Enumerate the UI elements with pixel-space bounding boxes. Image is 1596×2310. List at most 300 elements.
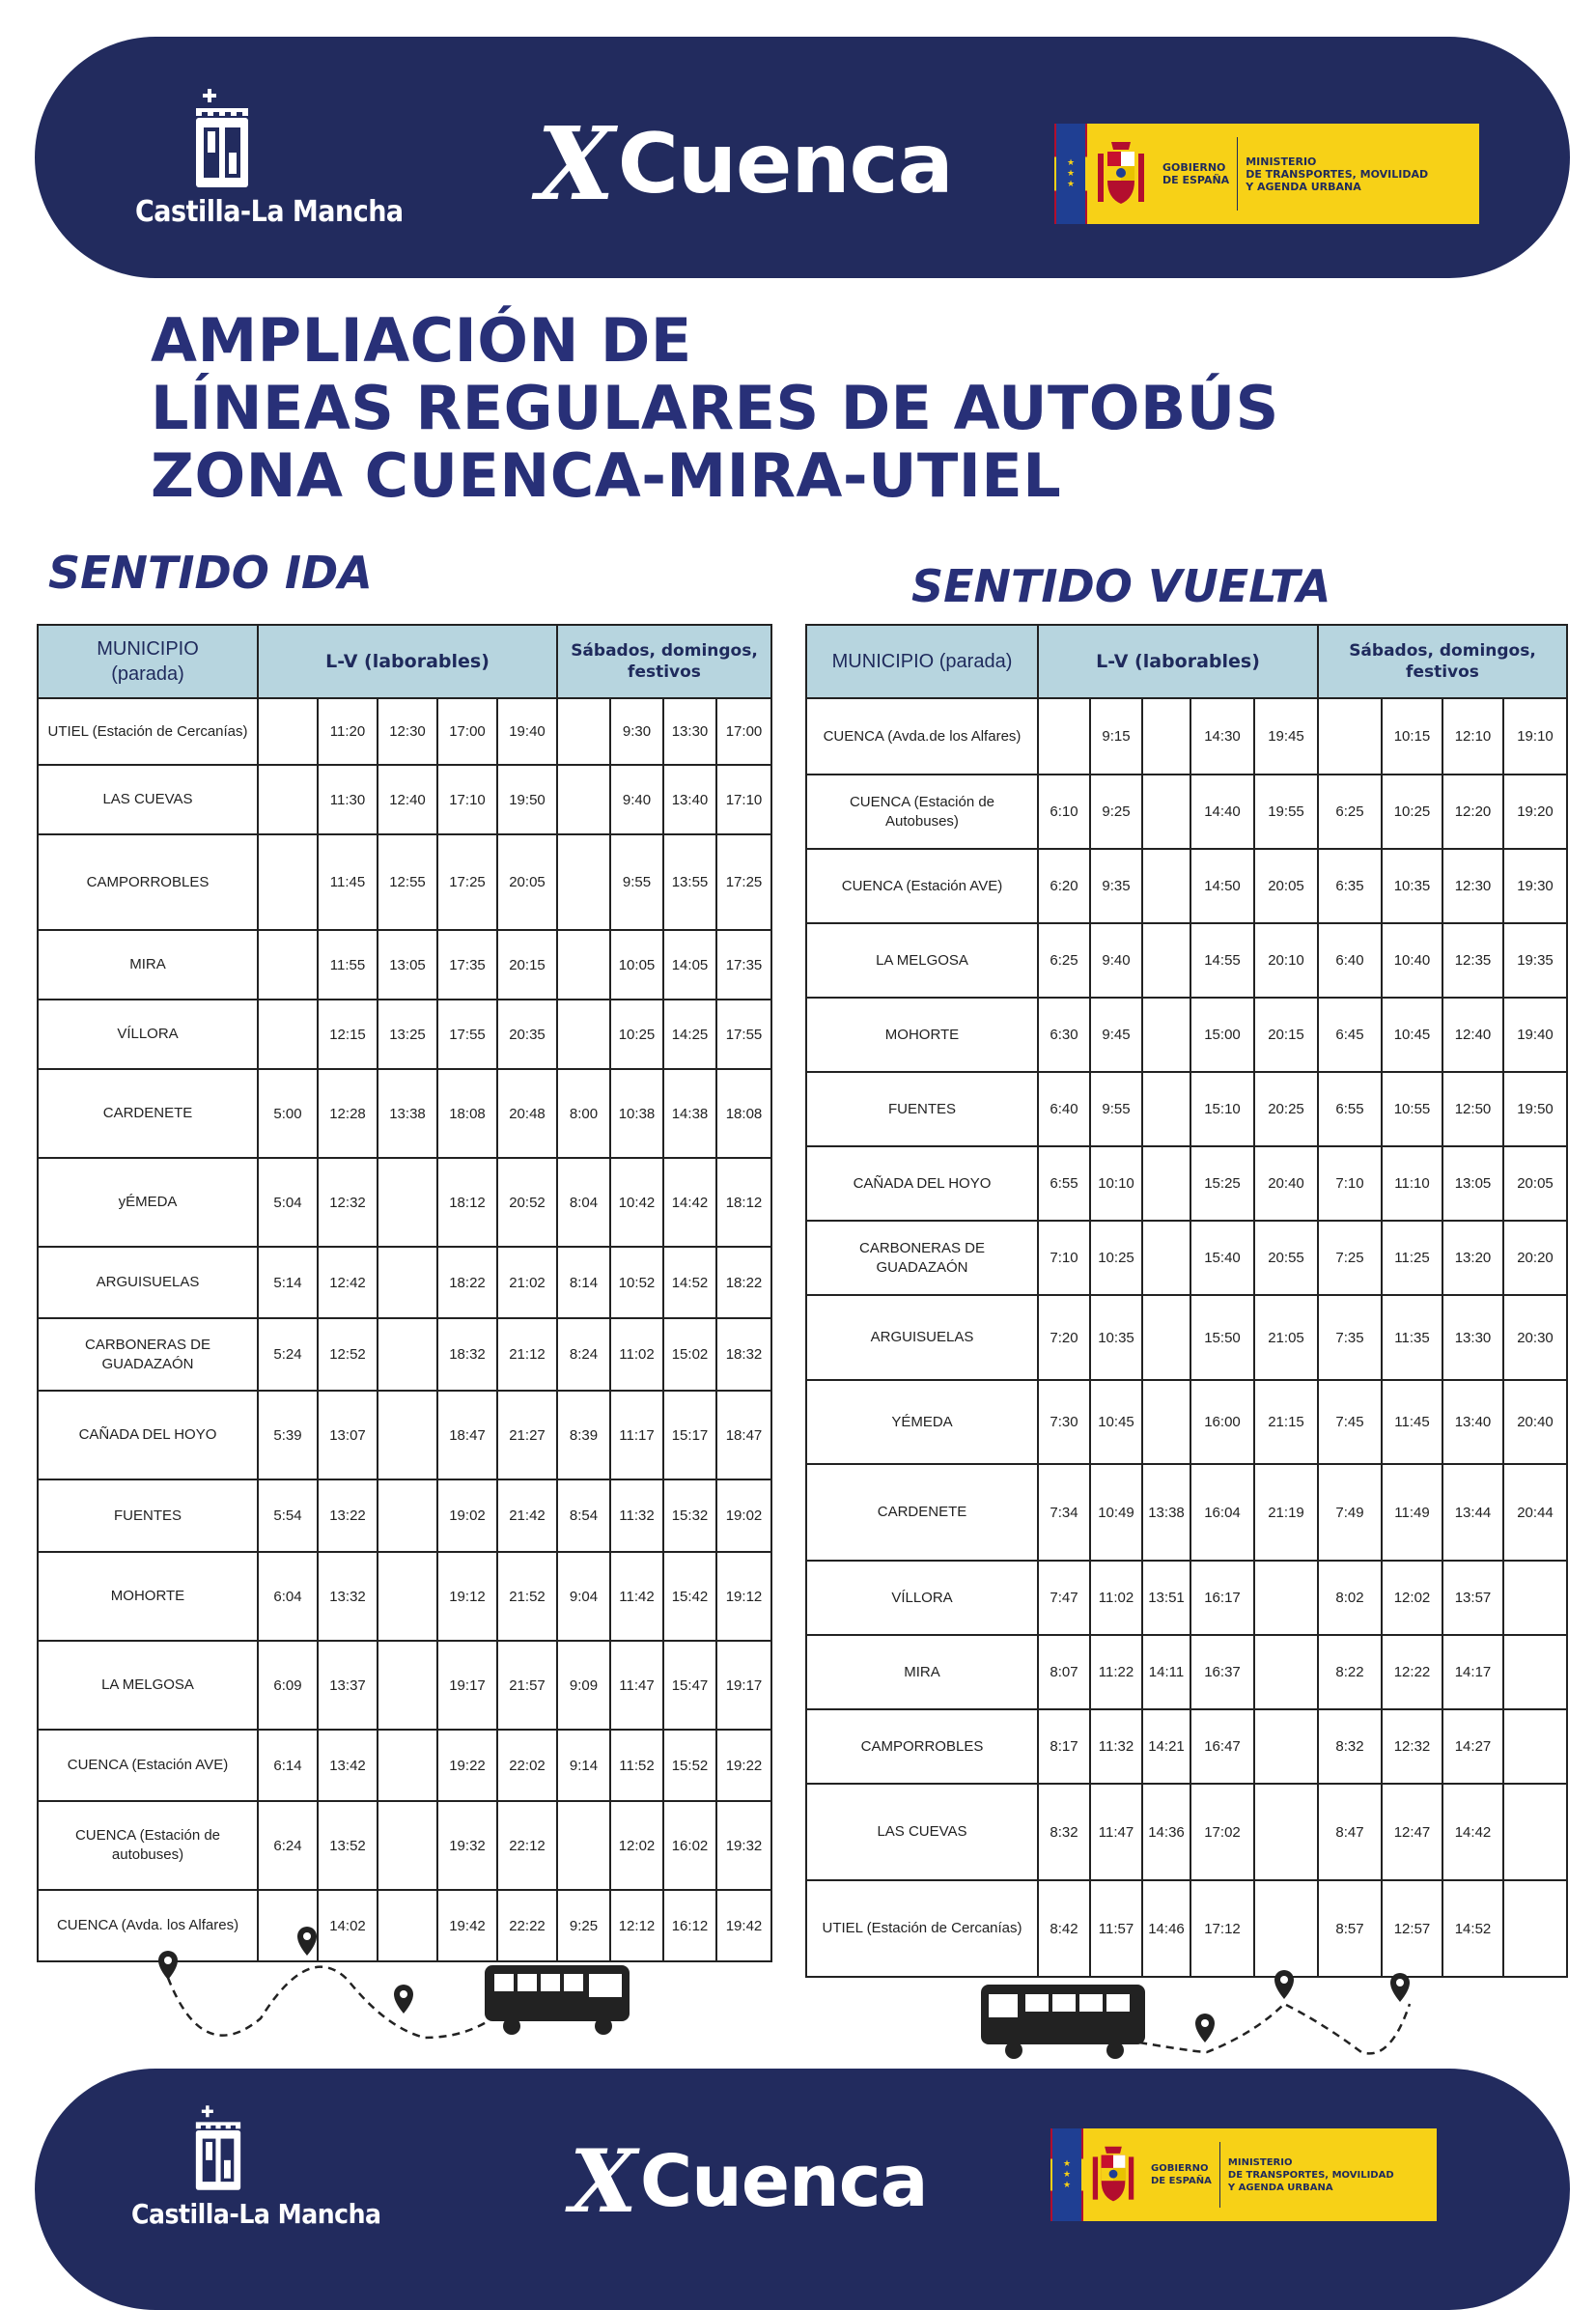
time-cell-weekend: 6:45 bbox=[1318, 998, 1382, 1072]
time-cell-lv: 15:25 bbox=[1190, 1146, 1254, 1221]
municipio-cell: UTIEL (Estación de Cercanías) bbox=[806, 1880, 1038, 1977]
time-cell-lv: 8:07 bbox=[1038, 1635, 1090, 1709]
time-cell-weekend: 12:20 bbox=[1442, 775, 1503, 849]
time-cell-lv: 9:35 bbox=[1090, 849, 1142, 923]
time-cell-lv bbox=[378, 1318, 437, 1391]
time-cell-lv bbox=[1142, 998, 1190, 1072]
time-cell-weekend: 11:52 bbox=[610, 1730, 663, 1801]
time-cell-lv: 15:00 bbox=[1190, 998, 1254, 1072]
table-row bbox=[806, 1380, 1567, 1464]
route-bus-ida-icon bbox=[145, 1922, 647, 2057]
time-cell-weekend: 6:35 bbox=[1318, 849, 1382, 923]
time-cell-lv: 9:15 bbox=[1090, 698, 1142, 775]
municipio-cell: MIRA bbox=[806, 1635, 1038, 1709]
municipio-cell: FUENTES bbox=[38, 1479, 258, 1552]
time-cell-weekend: 11:32 bbox=[610, 1479, 663, 1552]
xcuenca-logo-bottom bbox=[570, 2130, 928, 2233]
time-cell-weekend: 10:35 bbox=[1382, 849, 1442, 923]
time-cell-lv: 17:12 bbox=[1190, 1880, 1254, 1977]
table-row bbox=[38, 1641, 771, 1730]
time-cell-lv: 16:37 bbox=[1190, 1635, 1254, 1709]
ida-header-weekend bbox=[557, 625, 771, 698]
ministry-line-3: Y AGENDA URBANA bbox=[1227, 2182, 1333, 2193]
time-cell-lv: 6:55 bbox=[1038, 1146, 1090, 1221]
ministry-line-1: MINISTERIO bbox=[1227, 2156, 1293, 2168]
time-cell-weekend: 19:30 bbox=[1503, 849, 1567, 923]
municipio-cell: yÉMEDA bbox=[38, 1158, 258, 1247]
table-row bbox=[806, 1295, 1567, 1380]
time-cell-lv: 9:40 bbox=[1090, 923, 1142, 998]
time-cell-lv: 12:15 bbox=[318, 1000, 378, 1069]
gov-line-2: DE ESPAÑA bbox=[1162, 174, 1230, 186]
table-row bbox=[38, 1069, 771, 1158]
time-cell-weekend: 8:14 bbox=[557, 1247, 610, 1318]
gov-line-1: GOBIERNO bbox=[1151, 2163, 1209, 2174]
time-cell-lv: 14:50 bbox=[1190, 849, 1254, 923]
municipio-cell: CUENCA (Estación AVE) bbox=[38, 1730, 258, 1801]
time-cell-weekend: 19:10 bbox=[1503, 698, 1567, 775]
title-line-3: ZONA CUENCA-MIRA-UTIEL bbox=[151, 440, 1062, 511]
time-cell-lv bbox=[378, 1479, 437, 1552]
time-cell-weekend: 8:22 bbox=[1318, 1635, 1382, 1709]
time-cell-lv: 22:02 bbox=[497, 1730, 557, 1801]
sentido-ida-heading: SENTIDO IDA bbox=[48, 547, 373, 599]
time-cell-weekend: 12:57 bbox=[1382, 1880, 1442, 1977]
time-cell-lv: 13:25 bbox=[378, 1000, 437, 1069]
time-cell-weekend bbox=[557, 834, 610, 930]
time-cell-weekend: 11:10 bbox=[1382, 1146, 1442, 1221]
time-cell-weekend: 6:55 bbox=[1318, 1072, 1382, 1146]
time-cell-weekend: 9:09 bbox=[557, 1641, 610, 1730]
municipio-cell: CAÑADA DEL HOYO bbox=[806, 1146, 1038, 1221]
time-cell-lv: 18:22 bbox=[437, 1247, 497, 1318]
time-cell-weekend: 6:40 bbox=[1318, 923, 1382, 998]
time-cell-weekend: 20:40 bbox=[1503, 1380, 1567, 1464]
table-row bbox=[806, 1221, 1567, 1295]
time-cell-lv bbox=[258, 834, 318, 930]
time-cell-weekend: 20:44 bbox=[1503, 1464, 1567, 1561]
time-cell-lv: 20:35 bbox=[497, 1000, 557, 1069]
time-cell-weekend: 11:45 bbox=[1382, 1380, 1442, 1464]
vuelta-header-weekend bbox=[1318, 625, 1567, 698]
time-cell-lv: 15:40 bbox=[1190, 1221, 1254, 1295]
time-cell-weekend: 12:02 bbox=[610, 1801, 663, 1890]
time-cell-weekend: 19:32 bbox=[716, 1801, 771, 1890]
time-cell-weekend bbox=[1503, 1880, 1567, 1977]
ida-header-municipio bbox=[38, 625, 258, 698]
time-cell-lv bbox=[1038, 698, 1090, 775]
time-cell-lv: 11:30 bbox=[318, 765, 378, 834]
time-cell-lv: 11:32 bbox=[1090, 1709, 1142, 1784]
time-cell-lv: 17:55 bbox=[437, 1000, 497, 1069]
time-cell-lv bbox=[378, 1247, 437, 1318]
time-cell-lv bbox=[1142, 1072, 1190, 1146]
time-cell-weekend: 17:25 bbox=[716, 834, 771, 930]
time-cell-weekend: 7:10 bbox=[1318, 1146, 1382, 1221]
time-cell-lv: 10:45 bbox=[1090, 1380, 1142, 1464]
table-row bbox=[38, 1247, 771, 1318]
time-cell-weekend: 11:02 bbox=[610, 1318, 663, 1391]
time-cell-lv: 9:55 bbox=[1090, 1072, 1142, 1146]
time-cell-weekend: 19:20 bbox=[1503, 775, 1567, 849]
time-cell-weekend: 11:25 bbox=[1382, 1221, 1442, 1295]
eu-stars-icon: ★ ★ ★ bbox=[1052, 2128, 1081, 2221]
time-cell-lv: 5:39 bbox=[258, 1391, 318, 1479]
municipio-cell: CARDENETE bbox=[38, 1069, 258, 1158]
time-cell-weekend: 10:40 bbox=[1382, 923, 1442, 998]
bottom-banner bbox=[35, 2069, 1570, 2310]
time-cell-lv: 18:47 bbox=[437, 1391, 497, 1479]
time-cell-weekend: 19:02 bbox=[716, 1479, 771, 1552]
time-cell-weekend: 13:44 bbox=[1442, 1464, 1503, 1561]
municipio-cell: MOHORTE bbox=[806, 998, 1038, 1072]
time-cell-weekend: 10:45 bbox=[1382, 998, 1442, 1072]
time-cell-weekend: 9:04 bbox=[557, 1552, 610, 1641]
time-cell-lv: 7:10 bbox=[1038, 1221, 1090, 1295]
brand-name-bottom: Cuenca bbox=[639, 2140, 928, 2223]
time-cell-lv bbox=[1254, 1709, 1318, 1784]
table-row bbox=[806, 1709, 1567, 1784]
brand-x: X bbox=[537, 104, 614, 223]
time-cell-weekend bbox=[1503, 1784, 1567, 1880]
route-bus-vuelta-icon bbox=[975, 1946, 1458, 2081]
title-line-2: LÍNEAS REGULARES DE AUTOBÚS bbox=[151, 373, 1279, 443]
time-cell-weekend bbox=[557, 765, 610, 834]
time-cell-lv: 12:30 bbox=[378, 698, 437, 765]
time-cell-weekend: 12:02 bbox=[1382, 1561, 1442, 1635]
time-cell-weekend: 13:40 bbox=[1442, 1380, 1503, 1464]
castle-emblem-icon bbox=[189, 2101, 247, 2194]
time-cell-lv: 13:37 bbox=[318, 1641, 378, 1730]
time-cell-weekend: 15:32 bbox=[663, 1479, 716, 1552]
time-cell-lv: 11:02 bbox=[1090, 1561, 1142, 1635]
time-cell-lv bbox=[1142, 1146, 1190, 1221]
time-cell-lv: 20:05 bbox=[497, 834, 557, 930]
time-cell-weekend: 16:12 bbox=[663, 1890, 716, 1961]
spain-flag-icon bbox=[1054, 124, 1087, 224]
vuelta-header-municipio: MUNICIPIO (parada) bbox=[806, 625, 1038, 698]
table-row bbox=[38, 930, 771, 1000]
time-cell-lv: 14:55 bbox=[1190, 923, 1254, 998]
time-cell-lv: 11:45 bbox=[318, 834, 378, 930]
time-cell-weekend: 17:00 bbox=[716, 698, 771, 765]
table-row bbox=[38, 1479, 771, 1552]
time-cell-lv: 14:30 bbox=[1190, 698, 1254, 775]
time-cell-lv: 21:05 bbox=[1254, 1295, 1318, 1380]
time-cell-weekend: 19:50 bbox=[1503, 1072, 1567, 1146]
ida-header-weekend-1: Sábados, domingos, bbox=[571, 641, 758, 661]
time-cell-lv: 15:10 bbox=[1190, 1072, 1254, 1146]
time-cell-lv: 12:42 bbox=[318, 1247, 378, 1318]
time-cell-lv: 15:50 bbox=[1190, 1295, 1254, 1380]
time-cell-lv: 6:10 bbox=[1038, 775, 1090, 849]
time-cell-lv: 16:00 bbox=[1190, 1380, 1254, 1464]
table-row bbox=[806, 1561, 1567, 1635]
time-cell-weekend: 18:12 bbox=[716, 1158, 771, 1247]
time-cell-lv: 10:25 bbox=[1090, 1221, 1142, 1295]
time-cell-lv: 19:32 bbox=[437, 1801, 497, 1890]
time-cell-lv bbox=[1142, 923, 1190, 998]
time-cell-weekend: 15:42 bbox=[663, 1552, 716, 1641]
time-cell-weekend: 20:20 bbox=[1503, 1221, 1567, 1295]
time-cell-lv bbox=[378, 1641, 437, 1730]
time-cell-weekend: 11:17 bbox=[610, 1391, 663, 1479]
municipio-cell: VÍLLORA bbox=[806, 1561, 1038, 1635]
time-cell-lv: 12:55 bbox=[378, 834, 437, 930]
time-cell-lv bbox=[1142, 849, 1190, 923]
time-cell-weekend: 13:40 bbox=[663, 765, 716, 834]
vuelta-header-weekend-1: Sábados, domingos, bbox=[1349, 641, 1536, 661]
time-cell-weekend: 8:39 bbox=[557, 1391, 610, 1479]
time-cell-weekend: 10:05 bbox=[610, 930, 663, 1000]
time-cell-lv bbox=[378, 1730, 437, 1801]
castle-emblem-icon bbox=[188, 85, 256, 191]
time-cell-weekend: 13:55 bbox=[663, 834, 716, 930]
ministry-line-2: DE TRANSPORTES, MOVILIDAD bbox=[1246, 167, 1429, 181]
vuelta-header-weekend-2: festivos bbox=[1406, 662, 1479, 682]
time-cell-weekend: 10:55 bbox=[1382, 1072, 1442, 1146]
table-row bbox=[38, 1158, 771, 1247]
time-cell-lv: 8:32 bbox=[1038, 1784, 1090, 1880]
time-cell-lv: 13:38 bbox=[1142, 1464, 1190, 1561]
time-cell-lv bbox=[378, 1391, 437, 1479]
time-cell-lv: 21:02 bbox=[497, 1247, 557, 1318]
time-cell-lv bbox=[1142, 775, 1190, 849]
municipio-cell: MIRA bbox=[38, 930, 258, 1000]
time-cell-lv: 14:40 bbox=[1190, 775, 1254, 849]
time-cell-lv: 5:54 bbox=[258, 1479, 318, 1552]
table-row bbox=[38, 834, 771, 930]
time-cell-lv: 5:00 bbox=[258, 1069, 318, 1158]
time-cell-lv: 16:47 bbox=[1190, 1709, 1254, 1784]
time-cell-lv: 6:09 bbox=[258, 1641, 318, 1730]
time-cell-lv: 11:57 bbox=[1090, 1880, 1142, 1977]
time-cell-lv: 12:32 bbox=[318, 1158, 378, 1247]
time-cell-weekend: 8:02 bbox=[1318, 1561, 1382, 1635]
time-cell-lv: 18:12 bbox=[437, 1158, 497, 1247]
ida-header-municipio-2: (parada) bbox=[111, 663, 184, 685]
time-cell-lv: 21:15 bbox=[1254, 1380, 1318, 1464]
time-cell-lv: 7:47 bbox=[1038, 1561, 1090, 1635]
time-cell-weekend: 16:02 bbox=[663, 1801, 716, 1890]
time-cell-lv bbox=[1142, 1295, 1190, 1380]
municipio-cell: YÉMEDA bbox=[806, 1380, 1038, 1464]
municipio-cell: CAÑADA DEL HOYO bbox=[38, 1391, 258, 1479]
municipio-cell: CUENCA (Estación de autobuses) bbox=[38, 1801, 258, 1890]
time-cell-lv: 20:05 bbox=[1254, 849, 1318, 923]
municipio-cell: LAS CUEVAS bbox=[38, 765, 258, 834]
gov-line-1: GOBIERNO bbox=[1162, 161, 1226, 174]
time-cell-lv: 6:14 bbox=[258, 1730, 318, 1801]
time-cell-weekend: 10:25 bbox=[610, 1000, 663, 1069]
gobierno-espana-logo bbox=[1054, 124, 1479, 224]
time-cell-lv: 9:45 bbox=[1090, 998, 1142, 1072]
municipio-cell: CUENCA (Avda.de los Alfares) bbox=[806, 698, 1038, 775]
time-cell-weekend: 12:32 bbox=[1382, 1709, 1442, 1784]
time-cell-lv: 9:25 bbox=[1090, 775, 1142, 849]
ministry-line-3: Y AGENDA URBANA bbox=[1246, 180, 1361, 193]
ida-header-municipio-1: MUNICIPIO bbox=[97, 638, 199, 660]
municipio-cell: CARBONERAS DE GUADAZAÓN bbox=[38, 1318, 258, 1391]
time-cell-weekend: 19:42 bbox=[716, 1890, 771, 1961]
gov-line-2: DE ESPAÑA bbox=[1151, 2176, 1212, 2186]
time-cell-weekend: 11:47 bbox=[610, 1641, 663, 1730]
time-cell-lv: 6:20 bbox=[1038, 849, 1090, 923]
time-cell-weekend bbox=[557, 698, 610, 765]
time-cell-lv: 21:12 bbox=[497, 1318, 557, 1391]
time-cell-weekend: 7:25 bbox=[1318, 1221, 1382, 1295]
time-cell-weekend: 12:10 bbox=[1442, 698, 1503, 775]
time-cell-lv: 12:28 bbox=[318, 1069, 378, 1158]
time-cell-lv: 21:42 bbox=[497, 1479, 557, 1552]
time-cell-weekend: 13:05 bbox=[1442, 1146, 1503, 1221]
time-cell-weekend: 18:32 bbox=[716, 1318, 771, 1391]
time-cell-lv: 19:22 bbox=[437, 1730, 497, 1801]
time-cell-lv: 11:55 bbox=[318, 930, 378, 1000]
time-cell-lv: 13:52 bbox=[318, 1801, 378, 1890]
time-cell-lv: 7:30 bbox=[1038, 1380, 1090, 1464]
time-cell-lv: 20:15 bbox=[497, 930, 557, 1000]
gobierno-text bbox=[1155, 124, 1237, 224]
time-cell-weekend: 20:05 bbox=[1503, 1146, 1567, 1221]
time-cell-lv bbox=[258, 1000, 318, 1069]
time-cell-weekend: 15:17 bbox=[663, 1391, 716, 1479]
time-cell-lv: 10:10 bbox=[1090, 1146, 1142, 1221]
time-cell-lv bbox=[1254, 1561, 1318, 1635]
time-cell-weekend: 7:45 bbox=[1318, 1380, 1382, 1464]
time-cell-lv: 5:14 bbox=[258, 1247, 318, 1318]
time-cell-lv: 14:11 bbox=[1142, 1635, 1190, 1709]
municipio-cell: CUENCA (Avda. los Alfares) bbox=[38, 1890, 258, 1961]
table-row bbox=[38, 1391, 771, 1479]
municipio-cell: CUENCA (Estación AVE) bbox=[806, 849, 1038, 923]
time-cell-weekend: 13:30 bbox=[663, 698, 716, 765]
time-cell-lv: 22:12 bbox=[497, 1801, 557, 1890]
time-cell-weekend: 13:57 bbox=[1442, 1561, 1503, 1635]
municipio-cell: CARBONERAS DE GUADAZAÓN bbox=[806, 1221, 1038, 1295]
region-logo-text-bottom: Castilla-La Mancha bbox=[131, 2198, 381, 2230]
table-row bbox=[38, 1318, 771, 1391]
time-cell-weekend: 9:55 bbox=[610, 834, 663, 930]
municipio-cell: CAMPORROBLES bbox=[806, 1709, 1038, 1784]
time-cell-lv: 16:04 bbox=[1190, 1464, 1254, 1561]
time-cell-weekend bbox=[1503, 1709, 1567, 1784]
time-cell-lv: 10:49 bbox=[1090, 1464, 1142, 1561]
time-cell-weekend: 17:10 bbox=[716, 765, 771, 834]
time-cell-weekend: 10:15 bbox=[1382, 698, 1442, 775]
spain-coat-of-arms-icon bbox=[1083, 2128, 1143, 2221]
time-cell-weekend: 13:20 bbox=[1442, 1221, 1503, 1295]
time-cell-lv: 11:22 bbox=[1090, 1635, 1142, 1709]
time-cell-weekend: 14:05 bbox=[663, 930, 716, 1000]
time-cell-weekend: 13:30 bbox=[1442, 1295, 1503, 1380]
time-cell-weekend bbox=[1503, 1561, 1567, 1635]
table-row bbox=[806, 923, 1567, 998]
time-cell-lv bbox=[378, 1158, 437, 1247]
time-cell-lv: 13:32 bbox=[318, 1552, 378, 1641]
municipio-cell: CARDENETE bbox=[806, 1464, 1038, 1561]
time-cell-weekend: 18:08 bbox=[716, 1069, 771, 1158]
time-cell-lv bbox=[258, 765, 318, 834]
time-cell-weekend: 7:49 bbox=[1318, 1464, 1382, 1561]
spain-coat-of-arms-icon bbox=[1087, 124, 1155, 224]
time-cell-weekend: 11:35 bbox=[1382, 1295, 1442, 1380]
time-cell-lv: 14:36 bbox=[1142, 1784, 1190, 1880]
time-cell-weekend: 14:42 bbox=[663, 1158, 716, 1247]
time-cell-weekend: 10:25 bbox=[1382, 775, 1442, 849]
sentido-vuelta-heading: SENTIDO VUELTA bbox=[911, 560, 1331, 612]
time-cell-lv: 19:55 bbox=[1254, 775, 1318, 849]
time-cell-lv: 20:48 bbox=[497, 1069, 557, 1158]
time-cell-weekend: 19:40 bbox=[1503, 998, 1567, 1072]
time-cell-weekend: 10:52 bbox=[610, 1247, 663, 1318]
time-cell-lv: 12:52 bbox=[318, 1318, 378, 1391]
gobierno-espana-logo-bottom bbox=[1050, 2128, 1437, 2221]
table-row bbox=[38, 1801, 771, 1890]
time-cell-lv: 21:19 bbox=[1254, 1464, 1318, 1561]
time-cell-lv bbox=[258, 698, 318, 765]
time-cell-weekend: 8:32 bbox=[1318, 1709, 1382, 1784]
time-cell-lv bbox=[378, 1801, 437, 1890]
xcuenca-logo bbox=[537, 104, 953, 223]
time-cell-lv: 21:52 bbox=[497, 1552, 557, 1641]
time-cell-weekend: 11:49 bbox=[1382, 1464, 1442, 1561]
table-row bbox=[38, 1000, 771, 1069]
time-cell-lv: 13:38 bbox=[378, 1069, 437, 1158]
time-cell-lv bbox=[258, 930, 318, 1000]
municipio-cell: CAMPORROBLES bbox=[38, 834, 258, 930]
ida-header-lv: L-V (laborables) bbox=[258, 625, 557, 698]
time-cell-lv bbox=[1142, 1380, 1190, 1464]
vuelta-schedule-table bbox=[805, 624, 1568, 1978]
time-cell-weekend: 9:30 bbox=[610, 698, 663, 765]
table-row bbox=[806, 1146, 1567, 1221]
time-cell-lv: 11:47 bbox=[1090, 1784, 1142, 1880]
time-cell-weekend: 12:47 bbox=[1382, 1784, 1442, 1880]
time-cell-weekend: 11:42 bbox=[610, 1552, 663, 1641]
time-cell-weekend: 7:35 bbox=[1318, 1295, 1382, 1380]
time-cell-lv bbox=[1142, 698, 1190, 775]
time-cell-lv: 20:55 bbox=[1254, 1221, 1318, 1295]
table-row bbox=[806, 1784, 1567, 1880]
time-cell-lv: 7:34 bbox=[1038, 1464, 1090, 1561]
time-cell-lv: 14:46 bbox=[1142, 1880, 1190, 1977]
time-cell-lv: 8:42 bbox=[1038, 1880, 1090, 1977]
time-cell-weekend: 8:47 bbox=[1318, 1784, 1382, 1880]
time-cell-weekend: 12:12 bbox=[610, 1890, 663, 1961]
time-cell-lv: 6:40 bbox=[1038, 1072, 1090, 1146]
ida-header-weekend-2: festivos bbox=[628, 662, 701, 682]
table-row bbox=[806, 1072, 1567, 1146]
time-cell-lv: 14:02 bbox=[318, 1890, 378, 1961]
time-cell-weekend: 19:12 bbox=[716, 1552, 771, 1641]
municipio-cell: ARGUISUELAS bbox=[806, 1295, 1038, 1380]
time-cell-weekend: 12:40 bbox=[1442, 998, 1503, 1072]
municipio-cell: VÍLLORA bbox=[38, 1000, 258, 1069]
castilla-la-mancha-logo-bottom bbox=[131, 2101, 381, 2230]
time-cell-lv: 6:04 bbox=[258, 1552, 318, 1641]
time-cell-weekend: 10:38 bbox=[610, 1069, 663, 1158]
municipio-cell: LA MELGOSA bbox=[806, 923, 1038, 998]
top-banner bbox=[35, 37, 1570, 278]
municipio-cell: ARGUISUELAS bbox=[38, 1247, 258, 1318]
ministerio-text bbox=[1238, 124, 1436, 224]
municipio-cell: MOHORTE bbox=[38, 1552, 258, 1641]
time-cell-weekend: 14:42 bbox=[1442, 1784, 1503, 1880]
time-cell-weekend: 15:47 bbox=[663, 1641, 716, 1730]
time-cell-lv: 13:22 bbox=[318, 1479, 378, 1552]
time-cell-lv: 20:52 bbox=[497, 1158, 557, 1247]
